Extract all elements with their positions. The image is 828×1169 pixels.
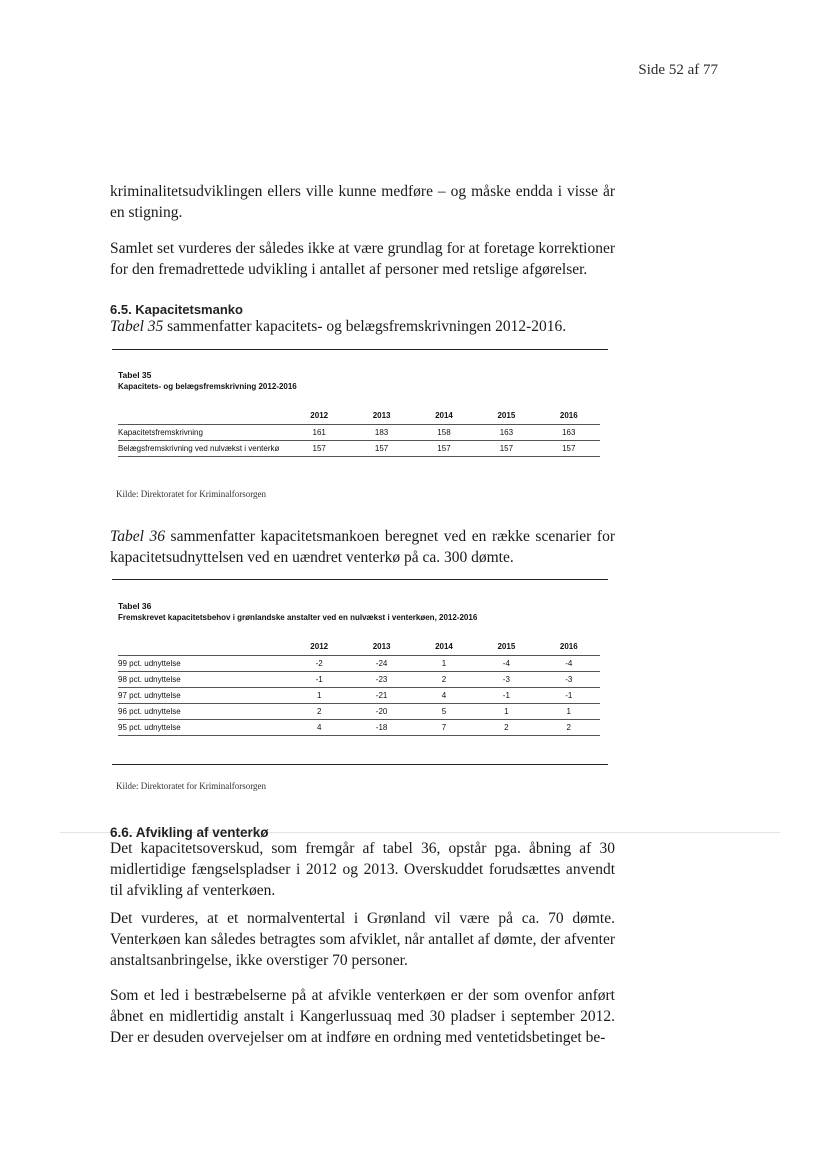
cell: 157 (350, 441, 412, 457)
paragraph-assessment: Samlet set vurderes der således ikke at være grundlag for at foretage korrektioner for den fremadrettede udvikling i antallet af personer med retslige afgørelser. (110, 240, 615, 278)
row-label: 99 pct. udnyttelse (118, 656, 288, 672)
table36 (118, 601, 600, 736)
row-label: Kapacitetsfremskrivning (118, 425, 288, 441)
row-label: 95 pct. udnyttelse (118, 720, 288, 736)
table-row (118, 425, 600, 441)
cell: -1 (538, 688, 600, 704)
cell: 1 (288, 688, 350, 704)
table35-grid (118, 411, 600, 457)
table36-header-row (118, 642, 600, 656)
table-row (118, 441, 600, 457)
table36-subtitle: Fremskrevet kapacitetsbehov i grønlandske anstalter ved en nulvækst i venterkøen, 2012-2016 (118, 613, 478, 622)
table35 (118, 370, 600, 457)
paragraph-overskud: Det kapacitetsoverskud, som fremgår af tabel 36, opstår pga. åbning af 30 midlertidige fængselspladser i 2012 og 2013. Overskuddet forudsættes anvendt til afvikling af venterkøen. (110, 840, 615, 899)
table35-intro-text: sammenfatter kapacitets- og belægsfremskrivningen 2012-2016. (163, 318, 567, 335)
row-label: Belægsfremskrivning ved nulvækst i venterkø (118, 441, 288, 457)
table36-grid (118, 642, 600, 736)
cell: 1 (538, 704, 600, 720)
table35-top-rule (112, 349, 608, 350)
table35-col-header: 2013 (372, 411, 391, 420)
page-number: Side 52 af 77 (638, 62, 718, 78)
cell: 158 (413, 425, 475, 441)
cell: 7 (413, 720, 475, 736)
cell: 1 (475, 704, 537, 720)
cell: 183 (350, 425, 412, 441)
table36-intro-text: sammenfatter kapacitetsmankoen beregnet ved en række scenarier for kapacitetsudnyttelsen ved en uændret venterkø på ca. 300 dømte. (110, 528, 615, 566)
cell: -1 (288, 672, 350, 688)
cell: 157 (538, 441, 600, 457)
table-row (118, 688, 600, 704)
table35-intro (110, 316, 615, 337)
table36-col-header: 2012 (310, 642, 329, 651)
cell: -21 (350, 688, 412, 704)
cell: 163 (475, 425, 537, 441)
cell: -18 (350, 720, 412, 736)
cell: -23 (350, 672, 412, 688)
section-heading-6-6: 6.6. Afvikling af venterkø (110, 825, 269, 840)
table36-col-header: 2014 (435, 642, 453, 651)
cell: 2 (413, 672, 475, 688)
table36-col-header: 2013 (372, 642, 391, 651)
cell: -4 (475, 656, 537, 672)
row-label: 96 pct. udnyttelse (118, 704, 288, 720)
table36-source: Kilde: Direktoratet for Kriminalforsorgen (116, 781, 267, 791)
cell: 163 (538, 425, 600, 441)
table35-header-blank (118, 411, 288, 425)
section-heading-6-5: 6.5. Kapacitetsmanko (110, 302, 243, 317)
cell: -20 (350, 704, 412, 720)
table36-col-header: 2016 (559, 642, 578, 651)
table35-col-header: 2014 (435, 411, 453, 420)
table36-intro (110, 526, 615, 568)
paragraph-kangerlussuaq: Som et led i bestræbelserne på at afvikle venterkøen er der som ovenfor anført åbnet en midlertidig anstalt i Kangerlussuaq med 30 pladser i september 2012. Der er desuden overvejelser om at indføre en ordning med ventetidsbetinget be- (110, 987, 615, 1046)
cell: 5 (413, 704, 475, 720)
row-label: 97 pct. udnyttelse (118, 688, 288, 704)
cell: 2 (475, 720, 537, 736)
table35-source: Kilde: Direktoratet for Kriminalforsorgen (116, 489, 267, 499)
table35-ref: Tabel 35 (110, 318, 164, 335)
table-row (118, 672, 600, 688)
cell: -2 (288, 656, 350, 672)
cell: 161 (288, 425, 350, 441)
table35-header-row (118, 411, 600, 425)
table36-bottom-rule (112, 764, 608, 765)
cell: 1 (413, 656, 475, 672)
table35-subtitle: Kapacitets- og belægsfremskrivning 2012-2016 (118, 382, 297, 391)
cell: -4 (538, 656, 600, 672)
cell: 2 (538, 720, 600, 736)
cell: -1 (475, 688, 537, 704)
table36-col-header: 2015 (497, 642, 516, 651)
cell: -3 (475, 672, 537, 688)
table-row (118, 720, 600, 736)
table35-col-header: 2016 (559, 411, 578, 420)
table35-col-header: 2012 (310, 411, 329, 420)
table-row (118, 704, 600, 720)
table35-col-header: 2015 (497, 411, 516, 420)
table36-top-rule (112, 579, 608, 580)
table36-header-blank (118, 642, 288, 656)
paragraph-normalventertal: Det vurderes, at et normalventertal i Grønland vil være på ca. 70 dømte. Venterkøen kan således betragtes som afviklet, når antallet af dømte, der afventer anstaltsanbringelse, ikke overstiger 70 personer. (110, 910, 615, 969)
table36-title: Tabel 36 (118, 601, 152, 611)
cell: 157 (413, 441, 475, 457)
cell: 157 (475, 441, 537, 457)
paragraph-continuation: kriminalitetsudviklingen ellers ville kunne medføre – og måske endda i visse år en stigning. (110, 183, 615, 221)
table35-title: Tabel 35 (118, 370, 152, 380)
cell: -24 (350, 656, 412, 672)
row-label: 98 pct. udnyttelse (118, 672, 288, 688)
cell: -3 (538, 672, 600, 688)
table-row (118, 656, 600, 672)
cell: 4 (288, 720, 350, 736)
cell: 4 (413, 688, 475, 704)
cell: 2 (288, 704, 350, 720)
cell: 157 (288, 441, 350, 457)
table36-ref: Tabel 36 (110, 528, 165, 545)
